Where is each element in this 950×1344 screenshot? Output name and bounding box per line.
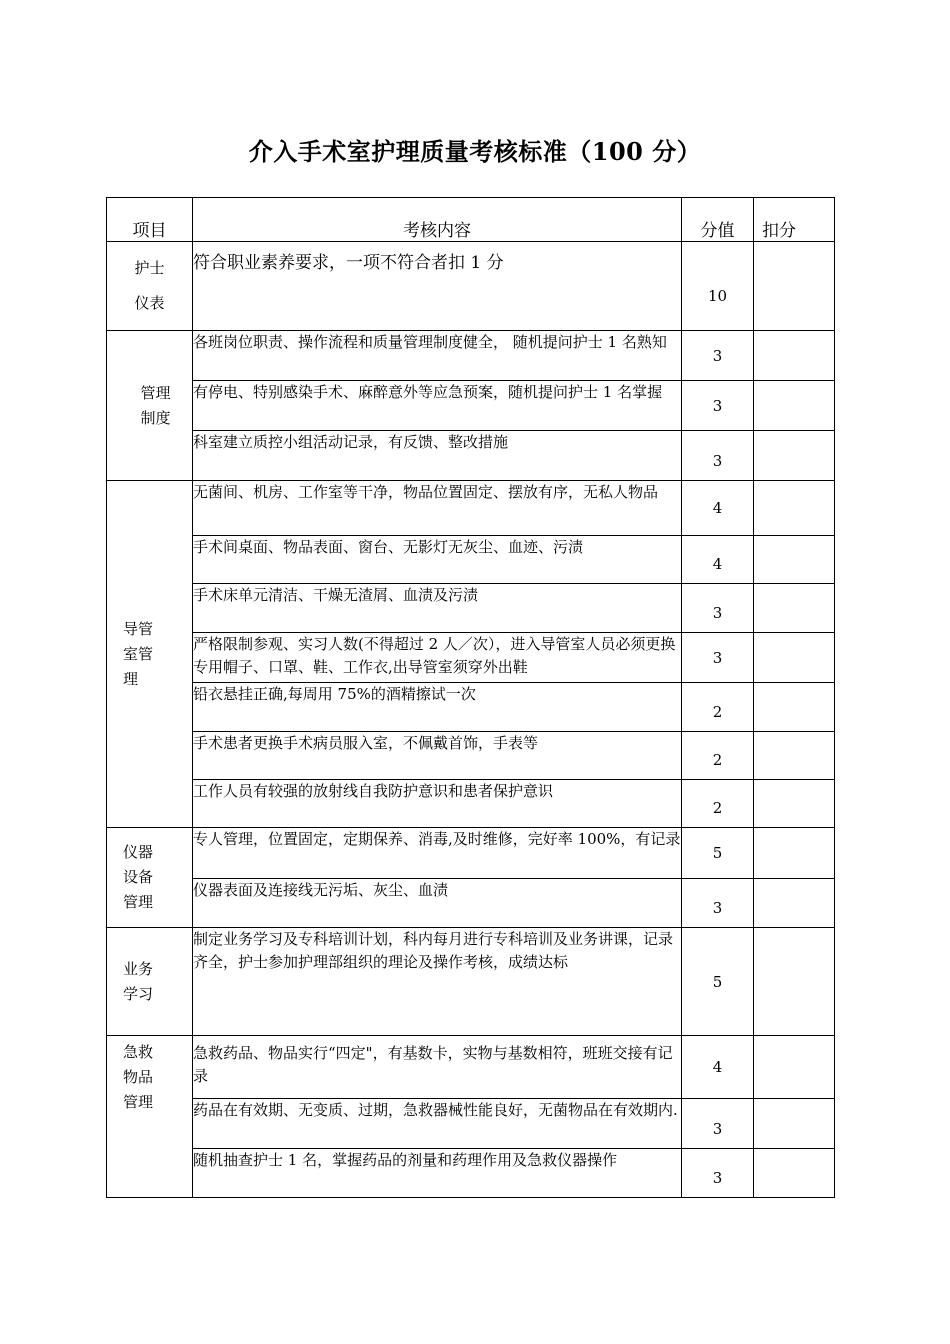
content-cell: 各班岗位职责、操作流程和质量管理制度健全， 随机提问护士 1 名熟知 bbox=[193, 331, 682, 381]
content-cell: 严格限制参观、实习人数(不得超过 2 人／次），进入导管室人员必须更换专用帽子、口罩、鞋、工作衣,出导管室须穿外出鞋 bbox=[193, 633, 682, 683]
category-label: 导管 bbox=[123, 619, 154, 638]
content-cell: 符合职业素养要求，一项不符合者扣 1 分 bbox=[193, 242, 682, 331]
category-cell bbox=[107, 331, 193, 481]
table-row bbox=[107, 1099, 835, 1149]
category-cell bbox=[107, 242, 193, 331]
score-cell: 3 bbox=[682, 633, 754, 683]
category-cell bbox=[107, 481, 193, 828]
deduct-cell[interactable] bbox=[754, 928, 835, 1036]
header-content: 考核内容 bbox=[193, 198, 682, 242]
page-title: 介入手术室护理质量考核标准（100 分） bbox=[248, 137, 702, 166]
category-label: 护士 bbox=[134, 259, 165, 277]
deduct-cell[interactable] bbox=[754, 242, 835, 331]
category-label: 仪表 bbox=[134, 294, 165, 312]
header-item: 项目 bbox=[107, 198, 193, 242]
score-cell: 2 bbox=[682, 732, 754, 780]
table-row bbox=[107, 879, 835, 928]
score-cell: 3 bbox=[682, 879, 754, 928]
deduct-cell[interactable] bbox=[754, 828, 835, 879]
table-row bbox=[107, 1149, 835, 1198]
category-label: 仪器 bbox=[123, 843, 154, 861]
category-cell bbox=[107, 928, 193, 1036]
assessment-table bbox=[106, 197, 835, 1198]
content-cell: 有停电、特别感染手术、麻醉意外等应急预案，随机提问护士 1 名掌握 bbox=[193, 381, 682, 431]
content-cell: 工作人员有较强的放射线自我防护意识和患者保护意识 bbox=[193, 780, 682, 828]
deduct-cell[interactable] bbox=[754, 431, 835, 481]
table-row bbox=[107, 331, 835, 381]
table-row bbox=[107, 683, 835, 732]
table-row bbox=[107, 481, 835, 536]
category-label: 室管 bbox=[123, 644, 154, 663]
score-cell: 5 bbox=[682, 928, 754, 1036]
header-score: 分值 bbox=[682, 198, 754, 242]
content-cell: 制定业务学习及专科培训计划，科内每月进行专科培训及业务讲课，记录齐全，护士参加护理部组织的理论及操作考核，成绩达标 bbox=[193, 928, 682, 1036]
deduct-cell[interactable] bbox=[754, 683, 835, 732]
category-label: 设备 bbox=[123, 868, 154, 886]
score-cell: 3 bbox=[682, 584, 754, 633]
table-row bbox=[107, 780, 835, 828]
content-cell: 随机抽查护士 1 名，掌握药品的剂量和药理作用及急救仪器操作 bbox=[193, 1149, 682, 1198]
deduct-cell[interactable] bbox=[754, 879, 835, 928]
table-header-row bbox=[107, 198, 835, 242]
deduct-cell[interactable] bbox=[754, 1149, 835, 1198]
content-cell: 专人管理，位置固定，定期保养、消毒,及时维修，完好率 100%，有记录 bbox=[193, 828, 682, 879]
deduct-cell[interactable] bbox=[754, 780, 835, 828]
deduct-cell[interactable] bbox=[754, 633, 835, 683]
table-row bbox=[107, 928, 835, 1036]
category-label: 学习 bbox=[123, 984, 154, 1003]
content-cell: 仪器表面及连接线无污垢、灰尘、血渍 bbox=[193, 879, 682, 928]
deduct-cell[interactable] bbox=[754, 536, 835, 584]
score-cell: 10 bbox=[682, 242, 754, 331]
header-deduct: 扣分 bbox=[754, 198, 835, 242]
score-cell: 4 bbox=[682, 1036, 754, 1099]
content-cell: 无菌间、机房、工作室等干净，物品位置固定、摆放有序，无私人物品 bbox=[193, 481, 682, 536]
category-label: 制度 bbox=[140, 408, 171, 427]
score-cell: 3 bbox=[682, 431, 754, 481]
table-row bbox=[107, 633, 835, 683]
table-row bbox=[107, 431, 835, 481]
table-row bbox=[107, 242, 835, 331]
content-cell: 手术间桌面、物品表面、窗台、无影灯无灰尘、血迹、污渍 bbox=[193, 536, 682, 584]
category-label: 理 bbox=[123, 669, 139, 688]
score-cell: 2 bbox=[682, 683, 754, 732]
score-cell: 4 bbox=[682, 481, 754, 536]
deduct-cell[interactable] bbox=[754, 584, 835, 633]
score-cell: 4 bbox=[682, 536, 754, 584]
table-row bbox=[107, 536, 835, 584]
content-cell: 科室建立质控小组活动记录，有反馈、整改措施 bbox=[193, 431, 682, 481]
deduct-cell[interactable] bbox=[754, 1099, 835, 1149]
category-label: 管理 bbox=[123, 1093, 154, 1111]
table-row bbox=[107, 584, 835, 633]
content-cell: 手术床单元清洁、干燥无渣屑、血渍及污渍 bbox=[193, 584, 682, 633]
category-label: 急救 bbox=[123, 1043, 154, 1061]
score-cell: 2 bbox=[682, 780, 754, 828]
score-cell: 3 bbox=[682, 381, 754, 431]
category-label: 物品 bbox=[123, 1068, 154, 1086]
deduct-cell[interactable] bbox=[754, 331, 835, 381]
category-label: 管理 bbox=[123, 893, 154, 911]
table-row bbox=[107, 828, 835, 879]
content-cell: 铅衣悬挂正确,每周用 75%的酒精擦试一次 bbox=[193, 683, 682, 732]
deduct-cell[interactable] bbox=[754, 1036, 835, 1099]
table-row bbox=[107, 381, 835, 431]
table-row bbox=[107, 732, 835, 780]
deduct-cell[interactable] bbox=[754, 381, 835, 431]
content-cell: 手术患者更换手术病员服入室，不佩戴首饰，手表等 bbox=[193, 732, 682, 780]
category-cell bbox=[107, 828, 193, 928]
deduct-cell[interactable] bbox=[754, 481, 835, 536]
content-cell: 药品在有效期、无变质、过期，急救器械性能良好，无菌物品在有效期内. bbox=[193, 1099, 682, 1149]
table-row bbox=[107, 1036, 835, 1099]
score-cell: 3 bbox=[682, 1149, 754, 1198]
category-label: 业务 bbox=[123, 959, 154, 978]
category-label: 管理 bbox=[140, 383, 171, 402]
score-cell: 5 bbox=[682, 828, 754, 879]
deduct-cell[interactable] bbox=[754, 732, 835, 780]
score-cell: 3 bbox=[682, 1099, 754, 1149]
category-cell bbox=[107, 1036, 193, 1198]
score-cell: 3 bbox=[682, 331, 754, 381]
content-cell: 急救药品、物品实行“四定"，有基数卡，实物与基数相符，班班交接有记录 bbox=[193, 1036, 682, 1099]
